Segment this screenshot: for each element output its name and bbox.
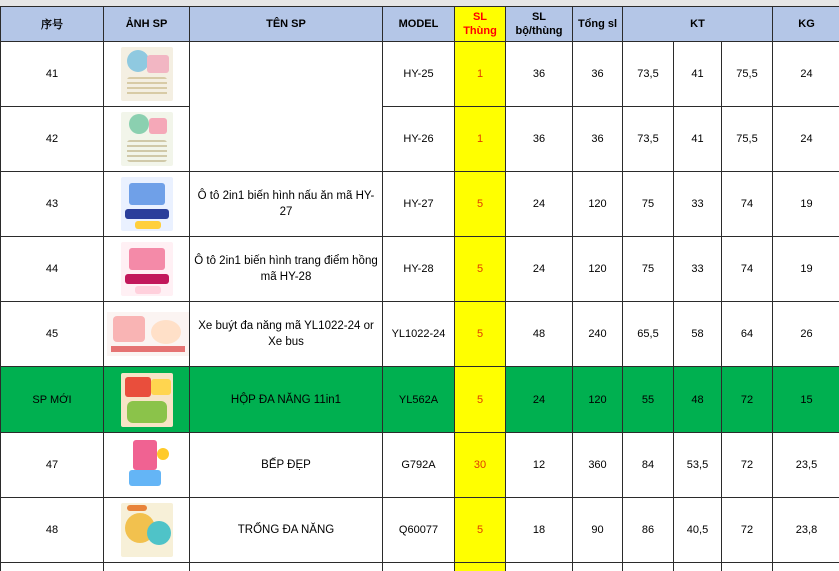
cell-kt-1[interactable]: 75 bbox=[623, 237, 674, 302]
cell-sl-bo[interactable]: 18 bbox=[506, 498, 573, 563]
cell-kt-2[interactable]: 40,5 bbox=[674, 498, 722, 563]
cell-empty[interactable] bbox=[383, 563, 455, 571]
cell-tong[interactable]: 36 bbox=[573, 107, 623, 172]
product-photo-icon bbox=[121, 373, 173, 427]
cell-model[interactable]: HY-25 bbox=[383, 42, 455, 107]
table-row-partial bbox=[1, 563, 839, 571]
cell-stt[interactable]: 44 bbox=[1, 237, 104, 302]
cell-kt-3[interactable]: 75,5 bbox=[722, 107, 773, 172]
cell-stt[interactable]: 48 bbox=[1, 498, 104, 563]
header-sl-bo-line2: bộ/thùng bbox=[515, 25, 562, 37]
cell-kt-1[interactable]: 84 bbox=[623, 433, 674, 498]
cell-kt-2[interactable]: 53,5 bbox=[674, 433, 722, 498]
cell-kt-3[interactable]: 72 bbox=[722, 367, 773, 433]
cell-kg[interactable]: 23,5 bbox=[773, 433, 839, 498]
product-photo-icon bbox=[121, 438, 173, 492]
header-stt[interactable]: 序号 bbox=[1, 7, 104, 42]
cell-image[interactable] bbox=[104, 237, 190, 302]
product-photo-icon bbox=[121, 177, 173, 231]
cell-stt[interactable]: 41 bbox=[1, 42, 104, 107]
cell-name[interactable]: BẾP ĐẸP bbox=[190, 433, 383, 498]
cell-stt[interactable]: SP MỚI bbox=[1, 367, 104, 433]
table-row bbox=[1, 433, 839, 498]
cell-sl-thung[interactable]: 1 bbox=[455, 42, 506, 107]
cell-empty[interactable] bbox=[722, 563, 773, 571]
cell-kt-1[interactable]: 73,5 bbox=[623, 107, 674, 172]
cell-image[interactable] bbox=[104, 498, 190, 563]
product-photo-icon bbox=[121, 47, 173, 101]
cell-name[interactable]: Xe buýt đa năng mã YL1022-24 or Xe bus bbox=[190, 302, 383, 367]
cell-tong[interactable]: 120 bbox=[573, 367, 623, 433]
table-row bbox=[1, 498, 839, 563]
cell-kt-2[interactable]: 41 bbox=[674, 107, 722, 172]
cell-kt-1[interactable]: 73,5 bbox=[623, 42, 674, 107]
cell-tong[interactable]: 360 bbox=[573, 433, 623, 498]
cell-sl-thung[interactable]: 5 bbox=[455, 172, 506, 237]
cell-sl-thung[interactable]: 30 bbox=[455, 433, 506, 498]
cell-empty[interactable] bbox=[506, 563, 573, 571]
header-tong[interactable]: Tổng sl bbox=[573, 7, 623, 42]
cell-empty[interactable] bbox=[190, 563, 383, 571]
cell-empty[interactable] bbox=[1, 563, 104, 571]
cell-name[interactable]: HỘP ĐA NĂNG 11in1 bbox=[190, 367, 383, 433]
cell-model[interactable]: HY-27 bbox=[383, 172, 455, 237]
cell-name[interactable]: Ô tô 2in1 biến hình trang điểm hồng mã HY-28 bbox=[190, 237, 383, 302]
header-sl-thung-line2: Thùng bbox=[463, 25, 497, 37]
cell-model[interactable]: YL1022-24 bbox=[383, 302, 455, 367]
header-kt[interactable]: KT bbox=[623, 7, 773, 42]
cell-image[interactable] bbox=[104, 107, 190, 172]
cell-empty[interactable] bbox=[623, 563, 674, 571]
cell-sl-thung[interactable]: 5 bbox=[455, 367, 506, 433]
cell-image[interactable] bbox=[104, 367, 190, 433]
cell-sl-bo[interactable]: 12 bbox=[506, 433, 573, 498]
cell-kt-3[interactable]: 64 bbox=[722, 302, 773, 367]
cell-image[interactable] bbox=[104, 42, 190, 107]
product-photo-icon bbox=[121, 112, 173, 166]
cell-sl-bo[interactable]: 24 bbox=[506, 237, 573, 302]
cell-empty[interactable] bbox=[104, 563, 190, 571]
cell-kt-3[interactable]: 75,5 bbox=[722, 42, 773, 107]
cell-kt-2[interactable]: 33 bbox=[674, 172, 722, 237]
cell-kg[interactable]: 23,8 bbox=[773, 498, 839, 563]
cell-sl-bo[interactable]: 48 bbox=[506, 302, 573, 367]
cell-kt-2[interactable]: 33 bbox=[674, 237, 722, 302]
cell-kt-3[interactable]: 74 bbox=[722, 172, 773, 237]
cell-kt-1[interactable]: 86 bbox=[623, 498, 674, 563]
cell-tong[interactable]: 36 bbox=[573, 42, 623, 107]
cell-kt-1[interactable]: 65,5 bbox=[623, 302, 674, 367]
cell-name[interactable]: TRỐNG ĐA NĂNG bbox=[190, 498, 383, 563]
cell-sl-bo[interactable]: 36 bbox=[506, 42, 573, 107]
cell-kt-1[interactable]: 55 bbox=[623, 367, 674, 433]
table-row bbox=[1, 302, 839, 367]
cell-empty[interactable] bbox=[773, 563, 839, 571]
cell-stt[interactable]: 42 bbox=[1, 107, 104, 172]
table-row bbox=[1, 172, 839, 237]
table-row bbox=[1, 42, 839, 107]
cell-stt[interactable]: 47 bbox=[1, 433, 104, 498]
cell-stt[interactable]: 45 bbox=[1, 302, 104, 367]
cell-model[interactable]: YL562A bbox=[383, 367, 455, 433]
header-sl-thung[interactable] bbox=[455, 7, 506, 42]
cell-sl-thung[interactable]: 1 bbox=[455, 107, 506, 172]
cell-kt-3[interactable]: 72 bbox=[722, 433, 773, 498]
cell-tong[interactable]: 90 bbox=[573, 498, 623, 563]
cell-sl-bo[interactable]: 36 bbox=[506, 107, 573, 172]
header-name[interactable]: TÊN SP bbox=[190, 7, 383, 42]
cell-kg[interactable]: 24 bbox=[773, 42, 839, 107]
header-model[interactable]: MODEL bbox=[383, 7, 455, 42]
cell-kt-2[interactable]: 58 bbox=[674, 302, 722, 367]
cell-sl-thung[interactable]: 5 bbox=[455, 498, 506, 563]
cell-kg[interactable]: 15 bbox=[773, 367, 839, 433]
product-photo-icon bbox=[107, 312, 189, 356]
cell-kt-2[interactable]: 48 bbox=[674, 367, 722, 433]
cell-stt[interactable]: 43 bbox=[1, 172, 104, 237]
cell-tong[interactable]: 120 bbox=[573, 237, 623, 302]
product-table bbox=[0, 6, 839, 571]
cell-image[interactable] bbox=[104, 433, 190, 498]
product-photo-icon bbox=[121, 242, 173, 296]
header-sl-thung-line1: SL bbox=[473, 11, 487, 23]
cell-empty[interactable] bbox=[455, 563, 506, 571]
cell-kt-2[interactable]: 41 bbox=[674, 42, 722, 107]
cell-empty[interactable] bbox=[573, 563, 623, 571]
cell-kg[interactable]: 26 bbox=[773, 302, 839, 367]
cell-empty[interactable] bbox=[674, 563, 722, 571]
cell-sl-thung[interactable]: 5 bbox=[455, 302, 506, 367]
cell-sl-thung[interactable]: 5 bbox=[455, 237, 506, 302]
header-image[interactable]: ẢNH SP bbox=[104, 7, 190, 42]
cell-kt-1[interactable]: 75 bbox=[623, 172, 674, 237]
cell-kg[interactable]: 19 bbox=[773, 172, 839, 237]
cell-kt-3[interactable]: 74 bbox=[722, 237, 773, 302]
cell-sl-bo[interactable]: 24 bbox=[506, 172, 573, 237]
cell-image[interactable] bbox=[104, 302, 190, 367]
cell-model[interactable]: HY-26 bbox=[383, 107, 455, 172]
cell-kt-3[interactable]: 72 bbox=[722, 498, 773, 563]
cell-kg[interactable]: 19 bbox=[773, 237, 839, 302]
cell-tong[interactable]: 240 bbox=[573, 302, 623, 367]
cell-tong[interactable]: 120 bbox=[573, 172, 623, 237]
cell-model[interactable]: Q60077 bbox=[383, 498, 455, 563]
header-sl-bo-line1: SL bbox=[532, 11, 546, 23]
cell-kg[interactable]: 24 bbox=[773, 107, 839, 172]
header-sl-bo[interactable] bbox=[506, 7, 573, 42]
header-row bbox=[1, 7, 839, 42]
product-photo-icon bbox=[121, 503, 173, 557]
cell-name[interactable]: Ô tô 2in1 biến hình nấu ăn mã HY-27 bbox=[190, 172, 383, 237]
cell-sl-bo[interactable]: 24 bbox=[506, 367, 573, 433]
table-row bbox=[1, 237, 839, 302]
cell-model[interactable]: G792A bbox=[383, 433, 455, 498]
table-row bbox=[1, 107, 839, 172]
cell-name[interactable] bbox=[190, 42, 383, 172]
header-kg[interactable]: KG bbox=[773, 7, 839, 42]
cell-model[interactable]: HY-28 bbox=[383, 237, 455, 302]
table-row-new-product bbox=[1, 367, 839, 433]
cell-image[interactable] bbox=[104, 172, 190, 237]
